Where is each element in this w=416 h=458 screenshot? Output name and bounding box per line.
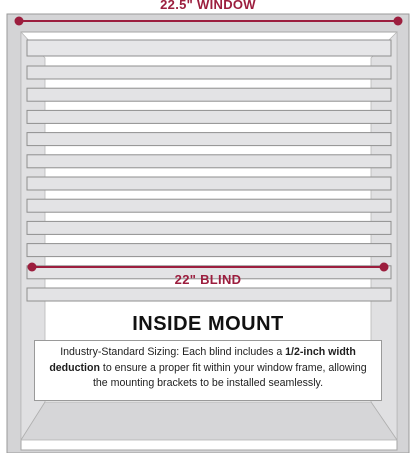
blind-slat <box>27 244 391 257</box>
blind-dimension-left-dot <box>28 263 37 272</box>
blind-slat <box>27 155 391 168</box>
sizing-info-tail: to ensure a proper fit within your window frame, allowing the mounting brackets to be installed seamlessly. <box>92 361 367 389</box>
window-dimension-left-dot <box>15 17 24 26</box>
blind-slat <box>27 66 391 79</box>
blind-slat <box>27 133 391 146</box>
sizing-info-box <box>34 340 382 401</box>
window-dimension-right-dot <box>394 17 403 26</box>
blind-dimension-right-dot <box>380 263 389 272</box>
blind-slat <box>27 221 391 234</box>
mount-type-title: INSIDE MOUNT <box>132 313 284 335</box>
window-sill <box>21 402 397 440</box>
sizing-info-highlight: 1/2-inch width deduction <box>49 346 356 374</box>
blind-slat <box>27 88 391 101</box>
sizing-info-lead: Industry-Standard Sizing: Each blind includes a <box>60 346 286 358</box>
blind-slat <box>27 110 391 123</box>
slats-group <box>27 66 391 301</box>
blind-slat <box>27 177 391 190</box>
blind-slat <box>27 199 391 212</box>
window-width-label: 22.5" WINDOW <box>160 0 256 12</box>
headrail <box>27 40 391 56</box>
blind-width-label: 22" BLIND <box>174 272 242 287</box>
blind-slat <box>27 288 391 301</box>
